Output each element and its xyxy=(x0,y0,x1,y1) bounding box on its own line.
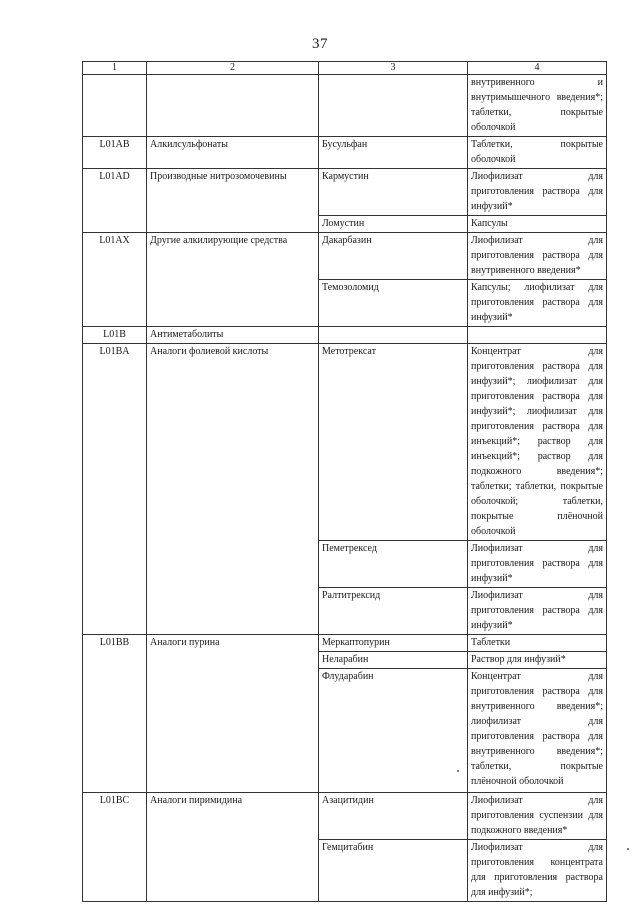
drug-cell: Дакарбазин xyxy=(319,233,468,280)
table-row xyxy=(83,344,607,541)
drug-cell xyxy=(319,75,468,137)
column-header-1: 1 xyxy=(83,62,147,75)
scan-speck xyxy=(627,848,629,850)
table-row xyxy=(83,793,607,840)
dosage-form-cell: Лиофилизат для приготовления раствора для инфузий* xyxy=(468,588,607,635)
table-row xyxy=(83,233,607,280)
drug-cell: Пеметрексед xyxy=(319,541,468,588)
column-header-4: 4 xyxy=(468,62,607,75)
drug-cell: Меркаптопурин xyxy=(319,635,468,652)
dosage-form-cell: Капсулы xyxy=(468,216,607,233)
table-row xyxy=(83,75,607,137)
dosage-form-cell: Таблетки xyxy=(468,635,607,652)
group-cell: Другие алкилирующие средства xyxy=(147,233,319,327)
group-cell: Аналоги пурина xyxy=(147,635,319,793)
dosage-form-cell xyxy=(468,327,607,344)
column-header-3: 3 xyxy=(319,62,468,75)
drug-table xyxy=(82,61,607,902)
group-cell: Аналоги фолиевой кислоты xyxy=(147,344,319,635)
group-cell: Антиметаболиты xyxy=(147,327,319,344)
page-number: 37 xyxy=(312,36,328,52)
table-row xyxy=(83,169,607,216)
atc-code-cell: L01AB xyxy=(83,137,147,169)
dosage-form-cell: Лиофилизат для приготовления раствора для внутривенного введения* xyxy=(468,233,607,280)
dosage-form-cell: Таблетки, покрытые оболочкой xyxy=(468,137,607,169)
atc-code-cell xyxy=(83,75,147,137)
group-cell: Производные нитрозомочевины xyxy=(147,169,319,233)
table-row xyxy=(83,327,607,344)
drug-cell: Ралтитрексид xyxy=(319,588,468,635)
drug-cell: Гемцитабин xyxy=(319,840,468,902)
dosage-form-cell: Лиофилизат для приготовления концентрата для приготовления раствора для инфузий*; xyxy=(468,840,607,902)
dosage-form-cell: Раствор для инфузий* xyxy=(468,652,607,669)
atc-code-cell: L01AX xyxy=(83,233,147,327)
dosage-form-cell: Лиофилизат для приготовления раствора для инфузий* xyxy=(468,169,607,216)
drug-cell: Метотрексат xyxy=(319,344,468,541)
dosage-form-cell: внутривенного и внутримышечного введения*; таблетки, покрытые оболочкой xyxy=(468,75,607,137)
dosage-form-cell: Концентрат для приготовления раствора для внутривенного введения*; лиофилизат для приготовления раствора для внутривенного введения*; таблетки, покрытые плёночной оболочкой xyxy=(468,669,607,793)
atc-code-cell: L01AD xyxy=(83,169,147,233)
dosage-form-cell: Концентрат для приготовления раствора для инфузий*; лиофилизат для приготовления раствора для инфузий*; лиофилизат для приготовления раствора для инъекций*; раствор для инъекций*; раствор для подкожного введения*; таблетки; таблетки, покрытые оболочкой; таблетки, покрытые плёночной оболочкой xyxy=(468,344,607,541)
atc-code-cell: L01BB xyxy=(83,635,147,793)
group-cell: Аналоги пиримидина xyxy=(147,793,319,902)
dosage-form-cell: Капсулы; лиофилизат для приготовления раствора для инфузий* xyxy=(468,280,607,327)
atc-code-cell: L01BC xyxy=(83,793,147,902)
dosage-form-cell: Лиофилизат для приготовления суспензии для подкожного введения* xyxy=(468,793,607,840)
atc-code-cell: L01BA xyxy=(83,344,147,635)
drug-cell: Кармустин xyxy=(319,169,468,216)
drug-cell: Ломустин xyxy=(319,216,468,233)
drug-cell: Темозоломид xyxy=(319,280,468,327)
drug-cell: Азацитидин xyxy=(319,793,468,840)
scan-speck xyxy=(457,770,459,772)
table-row xyxy=(83,635,607,652)
table-row xyxy=(83,137,607,169)
drug-cell xyxy=(319,327,468,344)
atc-code-cell: L01B xyxy=(83,327,147,344)
drug-cell: Флударабин xyxy=(319,669,468,793)
table-header xyxy=(83,62,607,75)
group-cell: Алкилсульфонаты xyxy=(147,137,319,169)
group-cell xyxy=(147,75,319,137)
drug-cell: Неларабин xyxy=(319,652,468,669)
column-header-2: 2 xyxy=(147,62,319,75)
drug-cell: Бусульфан xyxy=(319,137,468,169)
dosage-form-cell: Лиофилизат для приготовления раствора для инфузий* xyxy=(468,541,607,588)
